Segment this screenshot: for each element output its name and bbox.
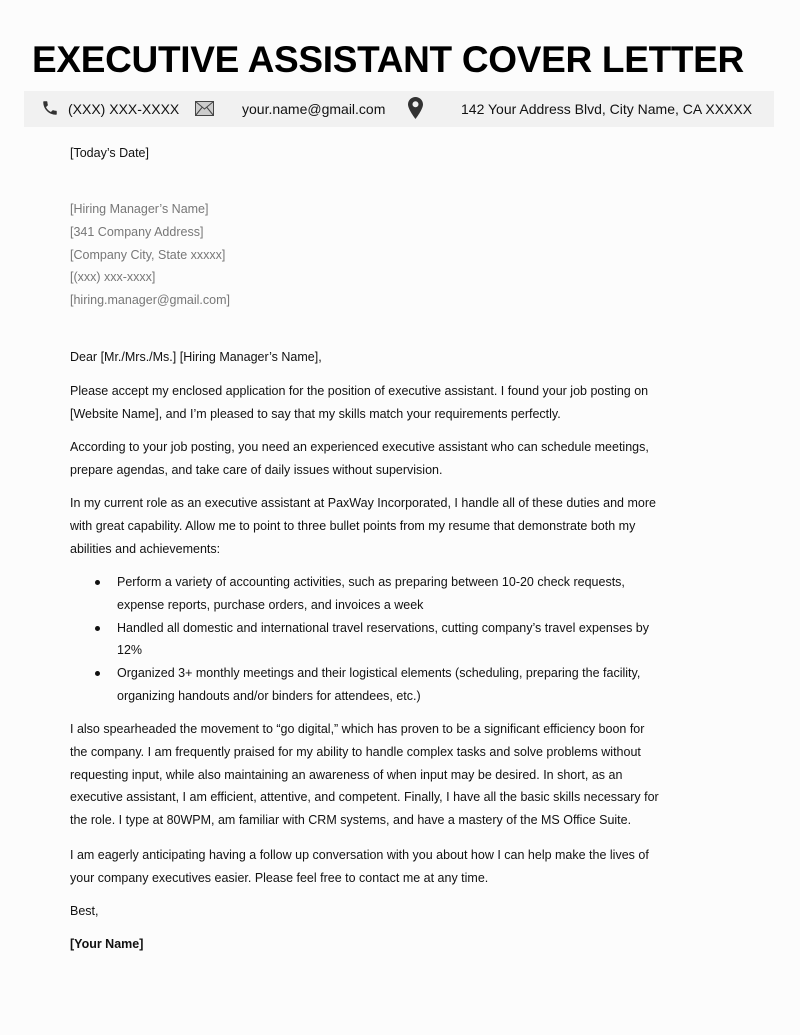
text-line: your company executives easier. Please feel free to contact me at any time. [70, 870, 489, 885]
page-title: EXECUTIVE ASSISTANT COVER LETTER [32, 39, 744, 80]
recipient-email: [hiring.manager@gmail.com] [70, 293, 230, 308]
recipient-name: [Hiring Manager’s Name] [70, 202, 209, 216]
achievement-list [70, 571, 738, 708]
closing: Best, [70, 904, 99, 918]
text-line: I am eagerly anticipating having a follow up conversation with you about how I can help make the lives of [70, 848, 649, 862]
text-line: prepare agendas, and take care of daily issues without supervision. [70, 462, 443, 477]
contact-bar [24, 91, 774, 127]
text-line: Handled all domestic and international travel reservations, cutting company’s travel expenses by [117, 620, 650, 635]
recipient-phone: [(xxx) xxx-xxxx] [70, 270, 156, 285]
list-item [70, 617, 738, 663]
phone-number: (XXX) XXX-XXXX [68, 101, 180, 117]
text-line: the company. I am frequently praised for my ability to handle complex tasks and solve problems without [70, 744, 641, 759]
text-line: According to your job posting, you need an experienced executive assistant who can schedule meetings, [70, 440, 649, 454]
text-line: with great capability. Allow me to point to three bullet points from my resume that demonstrate both my [70, 518, 636, 533]
list-item [70, 662, 738, 708]
text-line: requesting input, while also maintaining an awareness of when input may be desired. In short, as an [70, 767, 623, 782]
text-line: In my current role as an executive assistant at PaxWay Incorporated, I handle all of these duties and more [70, 496, 656, 510]
text-line: Please accept my enclosed application for the position of executive assistant. I found your job posting on [70, 384, 649, 398]
text-line: the role. I type at 80WPM, am familiar with CRM systems, and have a mastery of the MS Office Suite. [70, 813, 632, 828]
text-line: abilities and achievements: [70, 541, 221, 556]
signature-name: [Your Name] [70, 937, 144, 951]
text-line: 12% [117, 643, 143, 658]
paragraph-4 [70, 718, 738, 832]
paragraph-2 [70, 436, 738, 482]
envelope-icon [195, 101, 214, 116]
text-line: Perform a variety of accounting activities, such as preparing between 10-20 check requests, [117, 575, 625, 589]
text-line: expense reports, purchase orders, and invoices a week [117, 597, 424, 612]
salutation: Dear [Mr./Mrs./Ms.] [Hiring Manager’s Name], [70, 350, 322, 364]
letter-date: [Today’s Date] [70, 146, 149, 160]
text-line: organizing handouts and/or binders for attendees, etc.) [117, 688, 421, 703]
paragraph-3 [70, 492, 738, 560]
email-address: your.name@gmail.com [242, 101, 386, 117]
text-line: executive assistant, I am efficient, attentive, and competent. Finally, I have all the basic skills necessary for [70, 790, 659, 805]
street-address: 142 Your Address Blvd, City Name, CA XXXXX [461, 101, 753, 117]
paragraph-5 [70, 844, 738, 890]
list-item [70, 571, 738, 617]
recipient-city: [Company City, State xxxxx] [70, 247, 226, 262]
recipient-address: [341 Company Address] [70, 224, 204, 239]
phone-icon [41, 99, 59, 117]
paragraph-1 [70, 380, 738, 426]
location-pin-icon [408, 97, 423, 119]
text-line: Organized 3+ monthly meetings and their logistical elements (scheduling, preparing the facility, [117, 666, 641, 681]
text-line: [Website Name], and I’m pleased to say that my skills match your requirements perfectly. [70, 406, 561, 421]
text-line: I also spearheaded the movement to “go digital,” which has proven to be a significant efficiency boon for [70, 722, 645, 736]
recipient-block [70, 198, 738, 312]
